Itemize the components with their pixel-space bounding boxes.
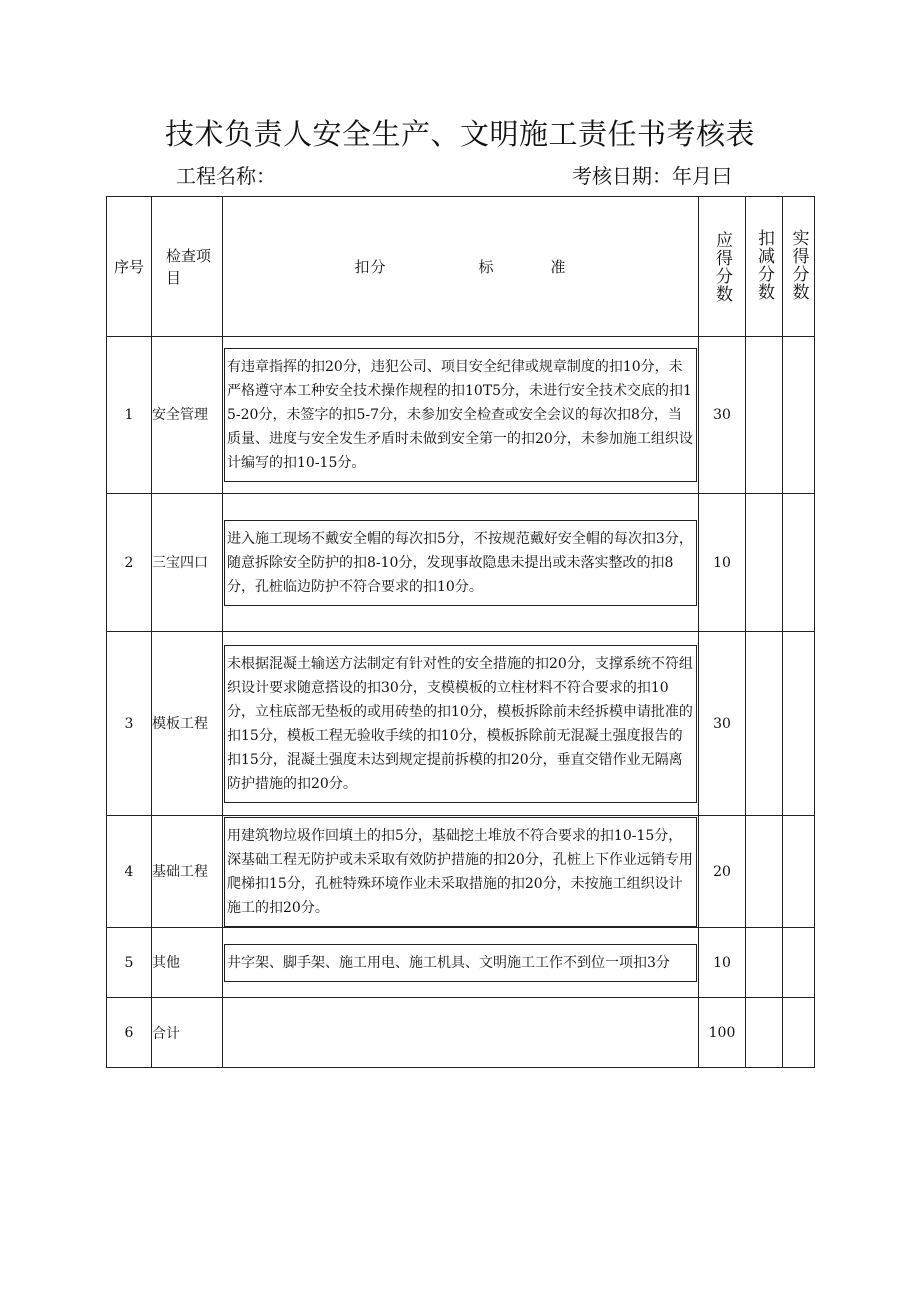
row-standard-cell bbox=[223, 337, 699, 494]
total-seq: 6 bbox=[107, 998, 152, 1068]
table-row bbox=[107, 816, 815, 928]
row-standard: 井字架、脚手架、施工用电、施工机具、文明施工工作不到位一项扣3分 bbox=[224, 944, 697, 982]
row-deduct bbox=[746, 632, 783, 816]
row-seq: 3 bbox=[107, 632, 152, 816]
header-actual-points bbox=[783, 197, 815, 337]
row-standard-cell bbox=[223, 632, 699, 816]
header-due-points bbox=[699, 197, 746, 337]
project-name-label: 工程名称： bbox=[176, 164, 276, 188]
row-standard: 未根据混凝土输送方法制定有针对性的安全措施的扣20分，支撑系统不符组织设计要求随意搭设的扣30分，支模模板的立柱材料不符合要求的扣10分，立柱底部无垫板的或用砖垫的扣10分，模板拆除前未经拆模申请批准的扣15分，模板工程无验收手续的扣10分，模板拆除前无混凝土强度报告的扣15分，混凝土强度未达到规定提前拆模的扣20分，垂直交错作业无隔离防护措施的扣20分。 bbox=[224, 645, 697, 803]
row-deduct bbox=[746, 816, 783, 928]
row-actual bbox=[783, 337, 815, 494]
header-standard-part1: 扣分 bbox=[354, 258, 387, 276]
header-deduct-points bbox=[746, 197, 783, 337]
row-deduct bbox=[746, 494, 783, 632]
header-row bbox=[107, 197, 815, 337]
row-actual bbox=[783, 632, 815, 816]
total-deduct bbox=[746, 998, 783, 1068]
row-seq: 1 bbox=[107, 337, 152, 494]
row-due: 10 bbox=[699, 928, 746, 998]
row-standard: 有违章指挥的扣20分，违犯公司、项目安全纪律或规章制度的扣10分，未严格遵守本工种安全技术操作规程的扣10T5分，未进行安全技术交底的扣15-20分，未签字的扣5-7分，未参加安全检查或安全会议的每次扣8分，当质量、进度与安全发生矛盾时未做到安全第一的扣20分，未参加施工组织设计编写的扣10-15分。 bbox=[224, 348, 697, 482]
assessment-table bbox=[106, 196, 815, 1068]
row-standard-cell bbox=[223, 928, 699, 998]
row-deduct bbox=[746, 928, 783, 998]
header-item: 检查项目 bbox=[152, 197, 223, 337]
row-seq: 4 bbox=[107, 816, 152, 928]
row-due: 20 bbox=[699, 816, 746, 928]
row-item: 三宝四口 bbox=[152, 494, 223, 632]
row-due: 30 bbox=[699, 337, 746, 494]
row-item: 其他 bbox=[152, 928, 223, 998]
row-item: 模板工程 bbox=[152, 632, 223, 816]
row-deduct bbox=[746, 337, 783, 494]
total-standard bbox=[223, 998, 699, 1068]
row-due: 10 bbox=[699, 494, 746, 632]
header-actual-text: 实得分数 bbox=[788, 229, 809, 301]
total-actual bbox=[783, 998, 815, 1068]
table-row bbox=[107, 632, 815, 816]
table-row bbox=[107, 494, 815, 632]
header-deduct-text: 扣减分数 bbox=[754, 229, 774, 301]
total-label: 合计 bbox=[152, 998, 223, 1068]
page-title: 技术负责人安全生产、文明施工责任书考核表 bbox=[164, 117, 755, 151]
row-due: 30 bbox=[699, 632, 746, 816]
row-actual bbox=[783, 816, 815, 928]
row-standard-cell bbox=[223, 816, 699, 928]
table-row bbox=[107, 928, 815, 998]
row-standard: 用建筑物垃圾作回填土的扣5分，基础挖土堆放不符合要求的扣10-15分，深基础工程无防护或未采取有效防护措施的扣20分，孔桩上下作业远销专用爬梯扣15分，孔桩特殊环境作业未采取措施的扣20分，未按施工组织设计施工的扣20分。 bbox=[224, 817, 697, 927]
header-standard bbox=[223, 197, 699, 337]
row-standard-cell bbox=[223, 494, 699, 632]
row-item: 安全管理 bbox=[152, 337, 223, 494]
row-seq: 2 bbox=[107, 494, 152, 632]
row-actual bbox=[783, 928, 815, 998]
row-seq: 5 bbox=[107, 928, 152, 998]
row-actual bbox=[783, 494, 815, 632]
row-standard: 进入施工现场不戴安全帽的每次扣5分，不按规范戴好安全帽的每次扣3分，随意拆除安全防护的扣8-10分，发现事故隐患未提出或未落实整改的扣8分，孔桩临边防护不符合要求的扣10分。 bbox=[224, 520, 697, 606]
header-standard-part3: 准 bbox=[550, 258, 567, 276]
header-standard-part2: 标 bbox=[478, 258, 495, 276]
total-row bbox=[107, 998, 815, 1068]
total-due: 100 bbox=[699, 998, 746, 1068]
table-row bbox=[107, 337, 815, 494]
row-item: 基础工程 bbox=[152, 816, 223, 928]
header-seq: 序号 bbox=[107, 197, 152, 337]
inspection-date-label: 考核日期：年月曰 bbox=[572, 164, 732, 188]
header-due-text: 应得分数 bbox=[712, 230, 732, 303]
